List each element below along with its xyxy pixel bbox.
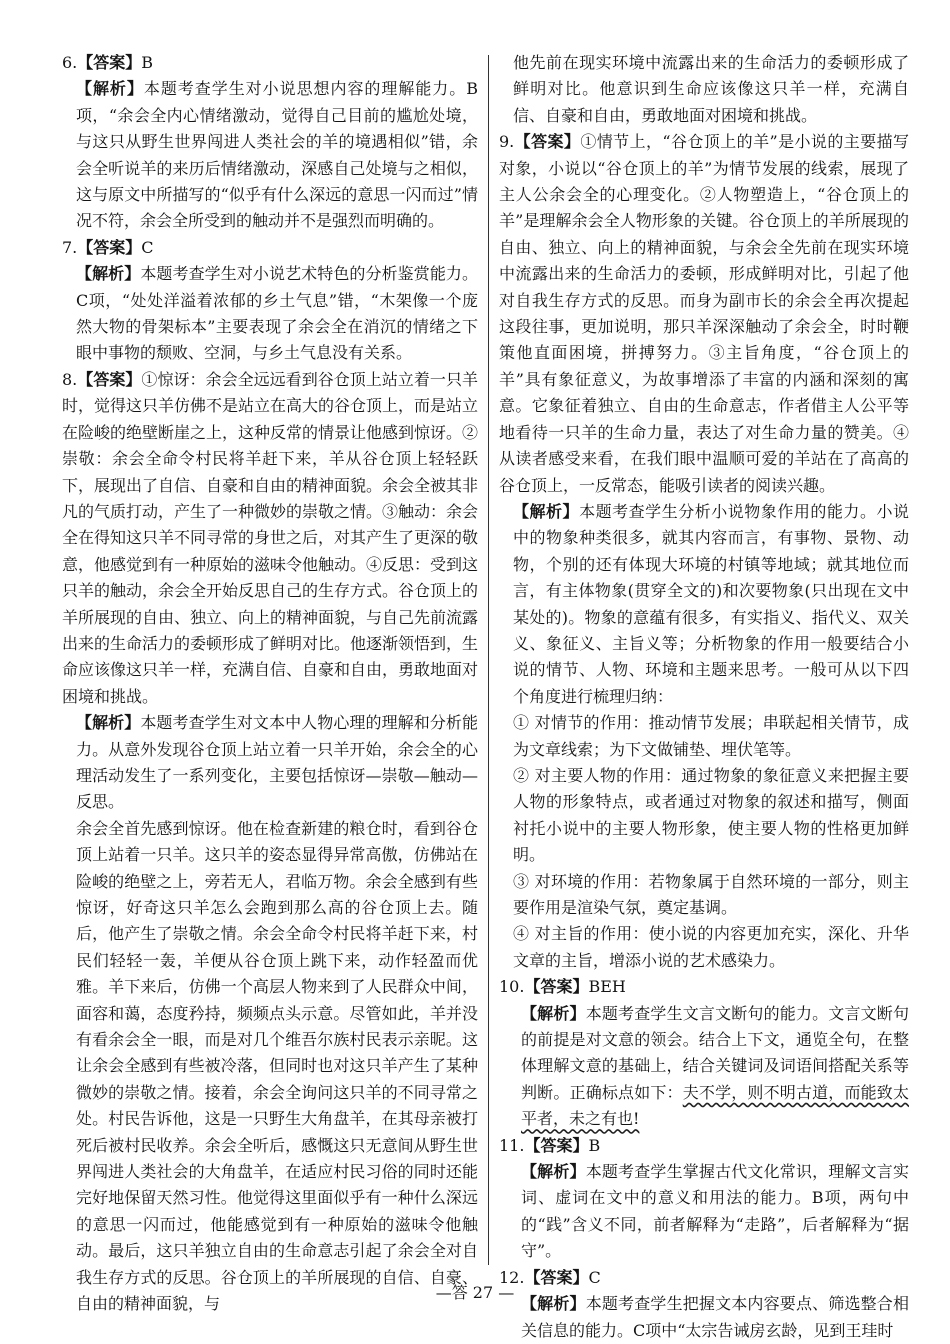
item-number: 8. [62, 369, 78, 389]
item-8-continuation: 他先前在现实环境中流露出来的生命活力的委顿形成了鲜明对比。他意识到生命应该像这只羊一样，充满自信、自豪和自由，勇敢地面对困境和挑战。 [513, 53, 909, 125]
analysis-text: 本题考查学生对小说思想内容的理解能力。B项，“余会全内心情绪激动，觉得自己目前的尴尬处境，与这只从野生世界闯进人类社会的羊的境遇相似”错，余会全听说羊的来历后情绪激动，深感自己处境与之相似，这与原文中所描写的“似乎有什么深远的意思一闪而过”情况不符，余会全所受到的触动并不是强烈而明确的。 [76, 79, 478, 231]
analysis-text: 本题考查学生分析小说物象作用的能力。小说中的物象种类很多，就其内容而言，有事物、景物、动物，个别的还有体现大环境的村镇等地域；就其地位而言，有主体物象(贯穿全文的)和次要物象(只出现在文中某处的)。物象的意蕴有很多，有实指义、指代义、双关义、象征义、主旨义等；分析物象的作用一般要结合小说的情节、人物、环境和主题来思考。一般可从以下四个角度进行梳理归纳： [513, 501, 909, 706]
answer-item-11 [499, 1133, 909, 1265]
answer-label: 【答案】 [77, 237, 142, 257]
analysis-text: 本题考查学生把握文本内容要点、筛选整合相关信息的能力。C项中“太宗告诫房玄龄，见到王珪时 [521, 1294, 909, 1340]
analysis-paragraph [62, 710, 478, 816]
answer-item-8 [62, 367, 478, 1318]
punctuated-quote: 夫不学，则不明古道，而能致太平者，未之有也! [521, 1082, 909, 1129]
analysis-paragraph [62, 261, 478, 367]
answer-text: ①情节上，“谷仓顶上的羊”是小说的主要描写对象，小说以“谷仓顶上的羊”为情节发展的线索，展现了主人公余会全的心理变化。②人物塑造上，“谷仓顶上的羊”是理解余会全人物形象的关键。谷仓顶上的羊所展现的自由、独立、向上的精神面貌，与余会全先前在现实环境中流露出来的生命活力的委顿，形成鲜明对比，引起了他对自我生存方式的反思。而身为副市长的余会全再次提起这段往事，更加说明，那只羊深深触动了余会全，时时鞭策他直面困境，拼搏努力。③主旨角度，“谷仓顶上的羊”具有象征意义，为故事增添了丰富的内涵和深刻的寓意。它象征着独立、自由的生命意志，作者借主人公平等地看待一只羊的生命力量，表达了对生命力量的赞美。④从读者感受来看，在我们眼中温顺可爱的羊站在了高高的谷仓顶上，一反常态，能吸引读者的阅读兴趣。 [499, 132, 909, 495]
analysis-point-2: ② 对主要人物的作用：通过物象的象征意义来把握主要人物的形象特点，或者通过对物象的叙述和描写，侧面衬托小说中的主要人物形象，使主要人物的性格更加鲜明。 [513, 765, 909, 865]
analysis-text: 本题考查学生文言文断句的能力。文言文断句的前提是对文意的领会。结合上下文，通览全句，在整体理解文意的基础上，结合关键词及词语间搭配关系等判断。正确标点如下： [521, 1003, 909, 1102]
analysis-point-3: ③ 对环境的作用：若物象属于自然环境的一部分，则主要作用是渲染气氛，奠定基调。 [513, 871, 909, 917]
right-column [499, 50, 909, 1340]
answer-item-7 [62, 235, 478, 367]
item-number: 7. [62, 237, 78, 257]
analysis-paragraph [499, 499, 909, 710]
analysis-continuation: 余会全首先感到惊讶。他在检查新建的粮仓时，看到谷仓顶上站着一只羊。这只羊的姿态显得异常高傲，仿佛站在险峻的绝壁之上，旁若无人，君临万物。余会全感到有些惊讶，好奇这只羊怎么会跑到那么高的谷仓顶上去。随后，他产生了崇敬之情。余会全命令村民将羊赶下来，村民们轻轻一轰，羊便从谷仓顶上跳下来，动作轻盈而优雅。羊下来后，仿佛一个高层人物来到了人民群众中间，面容和蔼，态度矜持，频频点头示意。尽管如此，羊并没有看余会全一眼，而是对几个维吾尔族村民表示亲昵。这让余会全感到有些被冷落，但同时也对这只羊产生了某种微妙的崇敬之情。接着，余会全询问这只羊的不同寻常之处。村民告诉他，这是一只野生大角盘羊，在其母亲被打死后被村民收养。余会全听后，感慨这只无意间从野生世界闯进人类社会的大角盘羊，在适应村民习俗的同时还能完好地保留天然习性。他觉得这里面似乎有一种什么深远的意思一闪而过，他能感觉到有一种原始的滋味令他触动。最后，这只羊独立自由的生命意志引起了余会全对自我生存方式的反思。谷仓顶上的羊所展现的自信、自豪、自由的精神面貌，与 [76, 818, 478, 1314]
item-number: 11. [499, 1135, 525, 1155]
answer-value: BEH [588, 977, 626, 997]
analysis-label: 【解析】 [521, 1003, 586, 1023]
answer-value: C [588, 1267, 601, 1287]
analysis-paragraph [499, 1001, 909, 1133]
answer-item-9 [499, 129, 909, 974]
analysis-text: 本题考查学生对小说艺术特色的分析鉴赏能力。C项，“处处洋溢着浓郁的乡土气息”错，“木架像一个庞然大物的骨架标本”主要表现了余会全在消沉的情绪之下眼中事物的颓败、空洞，与乡土气息没有关系。 [76, 264, 478, 363]
item-number: 10. [499, 977, 525, 997]
answer-label: 【答案】 [524, 1135, 589, 1155]
analysis-text: 本题考查学生掌握古代文化常识，理解文言实词、虚词在文中的意义和用法的能力。B项，两句中的“践”含义不同，前者解释为“走路”，后者解释为“据守”。 [521, 1162, 909, 1261]
answer-value: C [141, 237, 154, 257]
analysis-paragraph [62, 76, 478, 234]
analysis-label: 【解析】 [521, 1294, 586, 1314]
answer-label: 【答案】 [77, 369, 142, 389]
analysis-paragraph [499, 1159, 909, 1265]
analysis-label: 【解析】 [521, 1162, 586, 1182]
answer-item-12 [499, 1265, 909, 1344]
item-number: 12. [499, 1267, 525, 1287]
answer-value: B [588, 1135, 601, 1155]
analysis-point-4: ④ 对主旨的作用：使小说的内容更加充实，深化、升华文章的主旨，增添小说的艺术感染力。 [513, 924, 909, 970]
analysis-text: 本题考查学生对文本中人物心理的理解和分析能力。从意外发现谷仓顶上站立着一只羊开始，余会全的心理活动发生了一系列变化，主要包括惊讶—崇敬—触动—反思。 [76, 713, 478, 812]
answer-text: ①惊讶：余会全远远看到谷仓顶上站立着一只羊时，觉得这只羊仿佛不是站立在高大的谷仓顶上，而是站立在险峻的绝壁断崖之上，这种反常的情景让他感到惊讶。②崇敬：余会全命令村民将羊赶下来，羊从谷仓顶上轻轻跃下，展现出了自信、自豪和自由的精神面貌。余会全被其非凡的气质打动，产生了一种微妙的崇敬之情。③触动：余会全在得知这只羊不同寻常的身世之后，对其产生了更深的敬意，他感觉到有一种原始的滋味令他触动。④反思：受到这只羊的触动，余会全开始反思自己的生存方式。谷仓顶上的羊所展现的自由、独立、向上的精神面貌，与自己先前流露出来的生命活力的委顿形成了鲜明对比。他逐渐领悟到，生命应该像这只羊一样，充满自信、自豪和自由，勇敢地面对困境和挑战。 [62, 369, 479, 706]
answer-item-10 [499, 974, 909, 1132]
analysis-label: 【解析】 [76, 713, 141, 733]
analysis-label: 【解析】 [76, 79, 144, 99]
answer-label: 【答案】 [524, 977, 589, 997]
analysis-label: 【解析】 [513, 501, 580, 521]
item-number: 9. [499, 132, 515, 152]
analysis-point-1: ① 对情节的作用：推动情节发展；串联起相关情节，成为文章线索；为下文做铺垫、埋伏笔等。 [513, 713, 909, 759]
analysis-label: 【解析】 [76, 264, 141, 284]
answer-label: 【答案】 [514, 132, 581, 152]
answer-label: 【答案】 [77, 53, 142, 72]
answer-value: B [141, 53, 154, 72]
answer-label: 【答案】 [524, 1267, 589, 1287]
item-number: 6. [62, 53, 78, 72]
column-divider [488, 55, 489, 1265]
answer-item-6 [62, 50, 478, 235]
page-number: —答 27 — [435, 1283, 515, 1302]
